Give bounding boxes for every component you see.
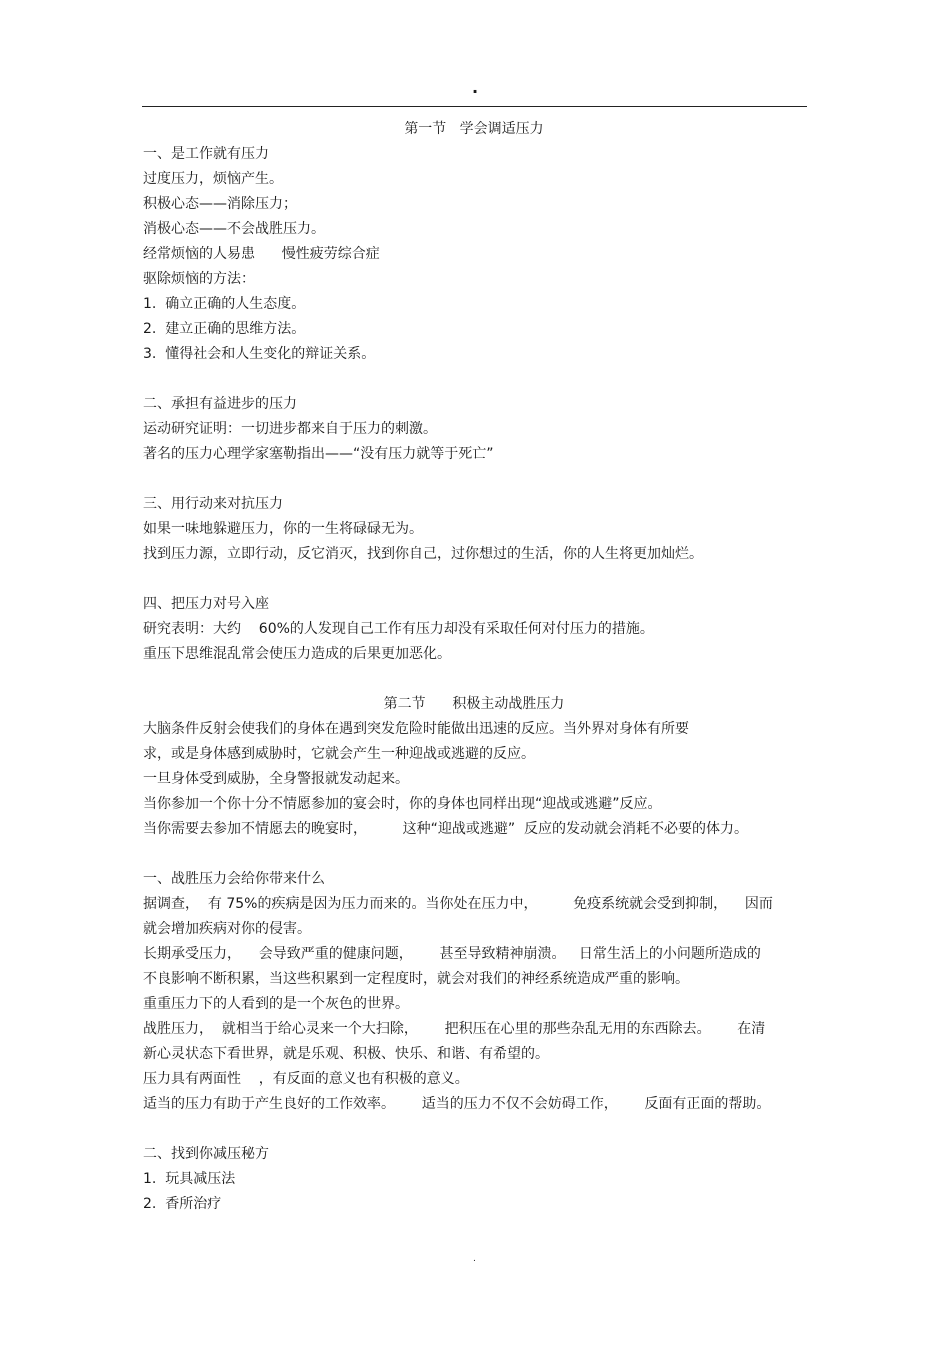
text-line: 大脑条件反射会使我们的身体在遇到突发危险时能做出迅速的反应。当外界对身体有所要 (143, 721, 689, 737)
text-line: 求，或是身体感到威胁时，它就会产生一种迎战或逃避的反应。 (143, 746, 535, 762)
subsection-heading: 一、是工作就有压力 (143, 146, 269, 162)
text-line: 当你需要去参加不情愿去的晚宴时， 这种“迎战或逃避” 反应的发动就会消耗不必要的体力。 (143, 821, 749, 837)
text-line: 当你参加一个你十分不情愿参加的宴会时，你的身体也同样出现“迎战或逃避”反应。 (143, 796, 662, 812)
text-line: 压力具有两面性 ，有反面的意义也有积极的意义。 (143, 1071, 469, 1087)
section-title: 第一节 学会调适压力 (404, 121, 544, 137)
text-line: 运动研究证明：一切进步都来自于压力的刺激。 (143, 421, 437, 437)
blank-line (143, 667, 805, 692)
blank-line (143, 1117, 805, 1142)
blank-line (143, 367, 805, 392)
numbered-item: 1. 玩具减压法 (143, 1171, 236, 1187)
footer-mark: . (473, 1254, 476, 1264)
header-mark: . (472, 78, 479, 97)
numbered-item: 3. 懂得社会和人生变化的辩证关系。 (143, 346, 376, 362)
text-line: 过度压力，烦恼产生。 (143, 171, 283, 187)
text-line: 长期承受压力， 会导致严重的健康问题， 甚至导致精神崩溃。 日常生活上的小问题所造成的 (143, 946, 761, 962)
text-line: 新心灵状态下看世界，就是乐观、积极、快乐、和谐、有希望的。 (143, 1046, 549, 1062)
subsection-heading: 四、把压力对号入座 (143, 596, 269, 612)
blank-line (143, 467, 805, 492)
text-line: 战胜压力， 就相当于给心灵来一个大扫除， 把积压在心里的那些杂乱无用的东西除去。 在清 (143, 1021, 766, 1037)
subsection-heading: 三、用行动来对抗压力 (143, 496, 283, 512)
numbered-item: 2. 香所治疗 (143, 1196, 222, 1212)
text-line: 驱除烦恼的方法： (143, 271, 255, 287)
text-line: 适当的压力有助于产生良好的工作效率。 适当的压力不仅不会妨碍工作， 反面有正面的帮助。 (143, 1096, 771, 1112)
header-rule (142, 106, 807, 107)
text-line: 如果一味地躲避压力，你的一生将碌碌无为。 (143, 521, 423, 537)
text-line: 重重压力下的人看到的是一个灰色的世界。 (143, 996, 409, 1012)
text-line: 找到压力源，立即行动，反它消灭，找到你自己，过你想过的生活，你的人生将更加灿烂。 (143, 546, 703, 562)
subsection-heading: 二、找到你减压秘方 (143, 1146, 269, 1162)
numbered-item: 2. 建立正确的思维方法。 (143, 321, 306, 337)
text-line: 重压下思维混乱常会使压力造成的后果更加恶化。 (143, 646, 451, 662)
text-line: 据调查， 有 75%的疾病是因为压力而来的。当你处在压力中， 免疫系统就会受到抑制， 因而 (143, 896, 773, 912)
text-line: 消极心态——不会战胜压力。 (143, 221, 325, 237)
text-line: 经常烦恼的人易患 慢性疲劳综合症 (143, 246, 380, 262)
text-line: 一旦身体受到威胁，全身警报就发动起来。 (143, 771, 409, 787)
subsection-heading: 二、承担有益进步的压力 (143, 396, 297, 412)
numbered-item: 1. 确立正确的人生态度。 (143, 296, 306, 312)
text-line: 研究表明：大约 60%的人发现自己工作有压力却没有采取任何对付压力的措施。 (143, 621, 654, 637)
section-title: 第二节 积极主动战胜压力 (383, 696, 565, 712)
subsection-heading: 一、战胜压力会给你带来什么 (143, 871, 325, 887)
blank-line (143, 842, 805, 867)
text-line: 不良影响不断积累，当这些积累到一定程度时，就会对我们的神经系统造成严重的影响。 (143, 971, 689, 987)
text-line: 积极心态——消除压力； (143, 196, 297, 212)
document-body (143, 117, 805, 1217)
blank-line (143, 567, 805, 592)
text-line: 著名的压力心理学家塞勒指出——“没有压力就等于死亡” (143, 446, 494, 462)
text-line: 就会增加疾病对你的侵害。 (143, 921, 311, 937)
